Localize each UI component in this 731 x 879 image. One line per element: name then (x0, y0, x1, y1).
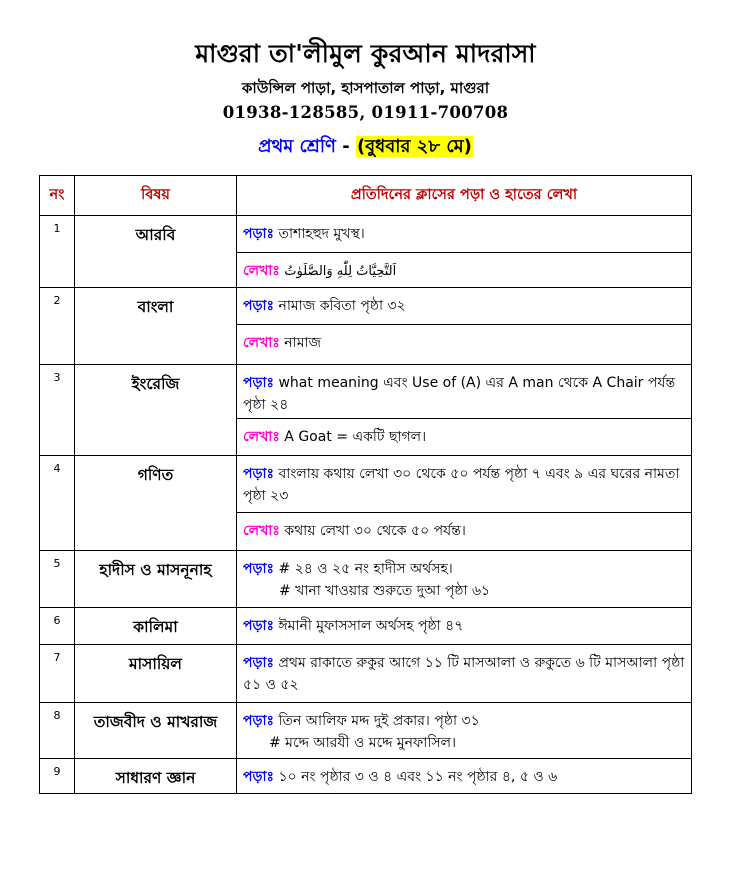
write-text: A Goat = একটি ছাগল। (284, 429, 427, 445)
read-text-line2: # খানা খাওয়ার শুরুতে দুআ পৃষ্ঠা ৬১ (279, 583, 491, 599)
row-read (237, 703, 692, 759)
row-read (237, 288, 692, 325)
row-subject: কালিমা (75, 608, 237, 645)
row-read (237, 759, 692, 794)
row-subject: সাধারণ জ্ঞান (75, 759, 237, 794)
row-number: 8 (40, 703, 75, 759)
row-read (237, 216, 692, 253)
read-text: ঈমানী মুফাসসাল অর্থসহ পৃষ্ঠা ৪৭ (278, 618, 464, 634)
row-subject: ইংরেজি (75, 365, 237, 456)
row-write (237, 419, 692, 456)
row-number: 1 (40, 216, 75, 288)
row-subject: হাদীস ও মাসনূনাহ (75, 551, 237, 608)
school-address: কাউন্সিল পাড়া, হাসপাতাল পাড়া, মাগুরা (241, 79, 490, 97)
table-row (40, 608, 692, 645)
row-subject: গণিত (75, 456, 237, 551)
row-read (237, 608, 692, 645)
header-detail: প্রতিদিনের ক্লাসের পড়া ও হাতের লেখা (237, 176, 692, 216)
row-read (237, 365, 692, 419)
write-text: কথায় লেখা ৩০ থেকে ৫০ পর্যন্ত। (284, 523, 466, 539)
phone-numbers: 01938-128585, 01911-700708 (222, 103, 509, 122)
header-subject: বিষয় (75, 176, 237, 216)
write-label: লেখাঃ (243, 523, 280, 539)
class-name: প্রথম শ্রেণি (258, 136, 336, 157)
heading-separator: - (335, 136, 356, 157)
row-write (237, 513, 692, 551)
read-label: পড়াঃ (243, 466, 275, 482)
read-text: ১০ নং পৃষ্ঠার ৩ ও ৪ এবং ১১ নং পৃষ্ঠার ৪, ৫ ও ৬ (278, 769, 558, 785)
table-row (40, 365, 692, 419)
row-number: 2 (40, 288, 75, 365)
table-row (40, 703, 692, 759)
read-text-line2: # মদ্দে আরযী ও মদ্দে মুনফাসিল। (269, 735, 457, 751)
read-text: what meaning এবং Use of (A) এর A man থেকে A Chair পর্যন্ত পৃষ্ঠা ২৪ (243, 375, 676, 413)
row-number: 7 (40, 645, 75, 703)
row-write (237, 325, 692, 365)
header-no: নং (40, 176, 75, 216)
row-number: 6 (40, 608, 75, 645)
class-heading (0, 132, 731, 163)
table-row (40, 645, 692, 703)
table-row (40, 288, 692, 325)
read-label: পড়াঃ (243, 226, 275, 242)
read-text: বাংলায় কথায় লেখা ৩০ থেকে ৫০ পর্যন্ত পৃষ্ঠা ৭ এবং ৯ এর ঘরের নামতা পৃষ্ঠা ২৩ (243, 466, 680, 504)
read-text: # ২৪ ও ২৫ নং হাদীস অর্থসহ। (278, 561, 453, 577)
table-row (40, 759, 692, 794)
table-row (40, 456, 692, 513)
write-text: اَلتَّحِيَّاتُ لِلّٰهِ وَالصَّلَوٰتُ (284, 264, 397, 279)
read-text: তাশাহহুদ মুখস্থ। (278, 226, 365, 242)
lesson-table (39, 175, 692, 794)
row-number: 4 (40, 456, 75, 551)
row-number: 5 (40, 551, 75, 608)
row-number: 9 (40, 759, 75, 794)
read-label: পড়াঃ (243, 713, 275, 729)
row-subject: বাংলা (75, 288, 237, 365)
row-subject: আরবি (75, 216, 237, 288)
table-row (40, 216, 692, 253)
row-number: 3 (40, 365, 75, 456)
write-label: লেখাঃ (243, 429, 280, 445)
write-text: নামাজ (284, 335, 322, 351)
table-row (40, 551, 692, 608)
row-read (237, 551, 692, 608)
write-label: লেখাঃ (243, 335, 280, 351)
read-text: প্রথম রাকাতে রুকুর আগে ১১ টি মাসআলা ও রুকুতে ৬ টি মাসআলা পৃষ্ঠা ৫১ ও ৫২ (243, 655, 685, 693)
row-subject: মাসায়িল (75, 645, 237, 703)
read-text: তিন আলিফ মদ্দ দুই প্রকার। পৃষ্ঠা ৩১ (278, 713, 480, 729)
write-label: লেখাঃ (243, 263, 280, 279)
read-label: পড়াঃ (243, 769, 275, 785)
read-label: পড়াঃ (243, 618, 275, 634)
read-label: পড়াঃ (243, 561, 275, 577)
row-subject: তাজবীদ ও মাখরাজ (75, 703, 237, 759)
school-name: মাগুরা তা'লীমুল কুরআন মাদরাসা (195, 39, 536, 68)
read-label: পড়াঃ (243, 655, 275, 671)
table-header-row (40, 176, 692, 216)
read-label: পড়াঃ (243, 375, 275, 391)
class-date: (বুধবার ২৮ মে) (356, 136, 472, 157)
row-read (237, 456, 692, 513)
read-label: পড়াঃ (243, 298, 275, 314)
row-write (237, 253, 692, 288)
read-text: নামাজ কবিতা পৃষ্ঠা ৩২ (278, 298, 406, 314)
row-read (237, 645, 692, 703)
